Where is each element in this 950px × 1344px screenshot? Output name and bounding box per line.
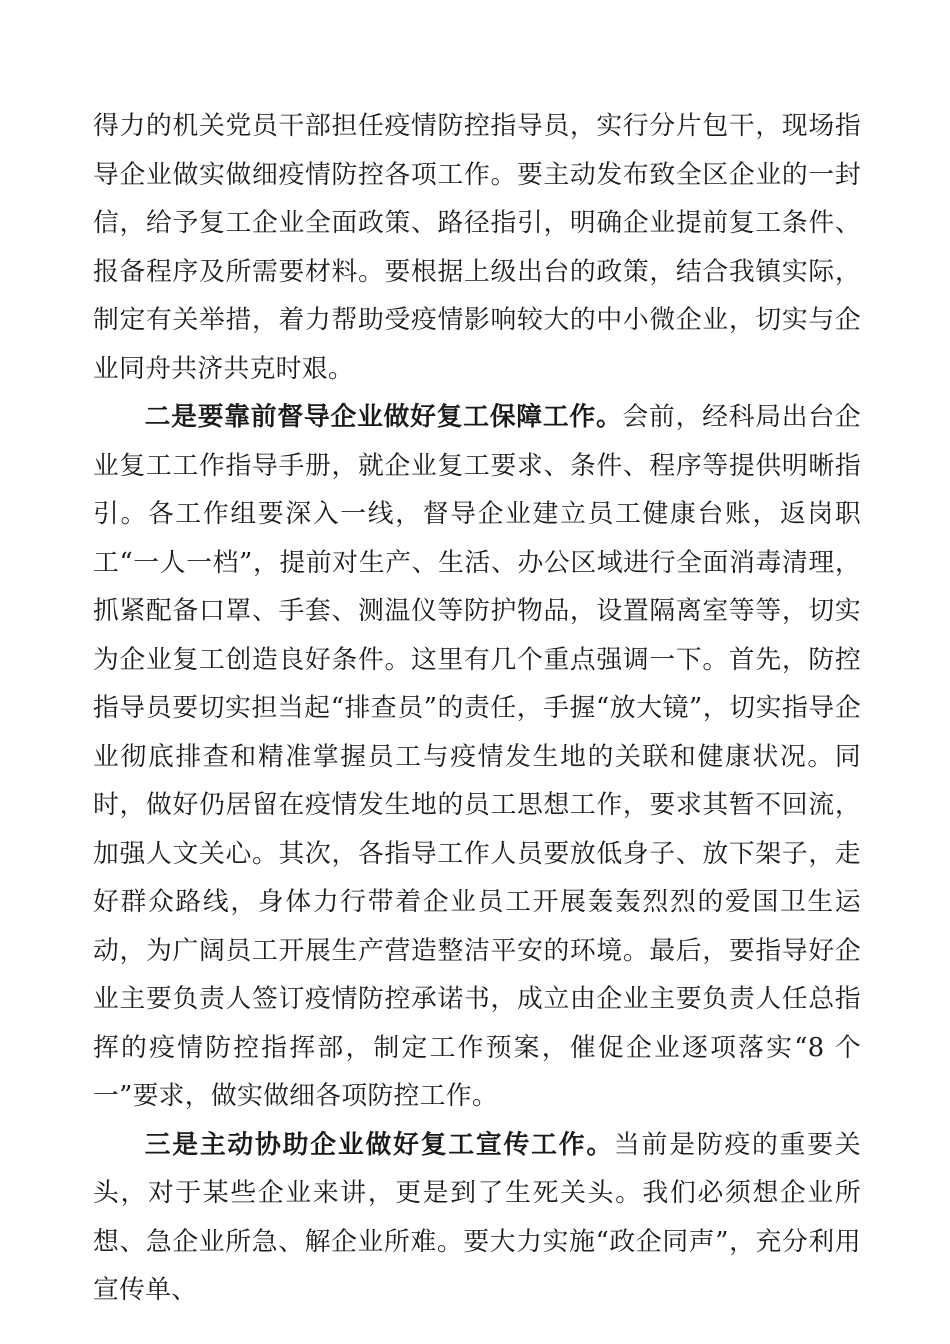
paragraph-2 [93, 393, 861, 1121]
document-page [93, 102, 861, 1315]
paragraph-2-lead: 二是要靠前督导企业做好复工保障工作。 [144, 402, 623, 432]
paragraph-3-body: 当前是防疫的重要关头，对于某些企业来讲，更是到了生死关头。我们必须想企业所想、急企业所急、解企业所难。要大力实施“政企同声”，充分利用宣传单、 [93, 1129, 861, 1305]
paragraph-1 [93, 102, 861, 393]
paragraph-2-body: 会前，经科局出台企业复工工作指导手册，就企业复工要求、条件、程序等提供明晰指引。各工作组要深入一线，督导企业建立员工健康台账，返岗职工“一人一档”，提前对生产、生活、办公区域进行全面消毒清理，抓紧配备口罩、手套、测温仪等防护物品，设置隔离室等等，切实为企业复工创造良好条件。这里有几个重点强调一下。首先，防控指导员要切实担当起“排查员”的责任，手握“放大镜”，切实指导企业彻底排查和精准掌握员工与疫情发生地的关联和健康状况。同时，做好仍居留在疫情发生地的员工思想工作，要求其暂不回流，加强人文关心。其次，各指导工作人员要放低身子、放下架子，走好群众路线，身体力行带着企业员工开展轰轰烈烈的爱国卫生运动，为广阔员工开展生产营造整洁平安的环境。最后，要指导好企业主要负责人签订疫情防控承诺书，成立由企业主要负责人任总指挥的疫情防控指挥部，制定工作预案，催促企业逐项落实“8 个一”要求，做实做细各项防控工作。 [93, 402, 861, 1111]
paragraph-1-body: 得力的机关党员干部担任疫情防控指导员，实行分片包干，现场指导企业做实做细疫情防控各项工作。要主动发布致全区企业的一封信，给予复工企业全面政策、路径指引，明确企业提前复工条件、报备程序及所需要材料。要根据上级出台的政策，结合我镇实际，制定有关举措，着力帮助受疫情影响较大的中小微企业，切实与企业同舟共济共克时艰。 [93, 111, 861, 384]
paragraph-3 [93, 1121, 861, 1315]
paragraph-3-lead: 三是主动协助企业做好复工宣传工作。 [144, 1129, 614, 1160]
